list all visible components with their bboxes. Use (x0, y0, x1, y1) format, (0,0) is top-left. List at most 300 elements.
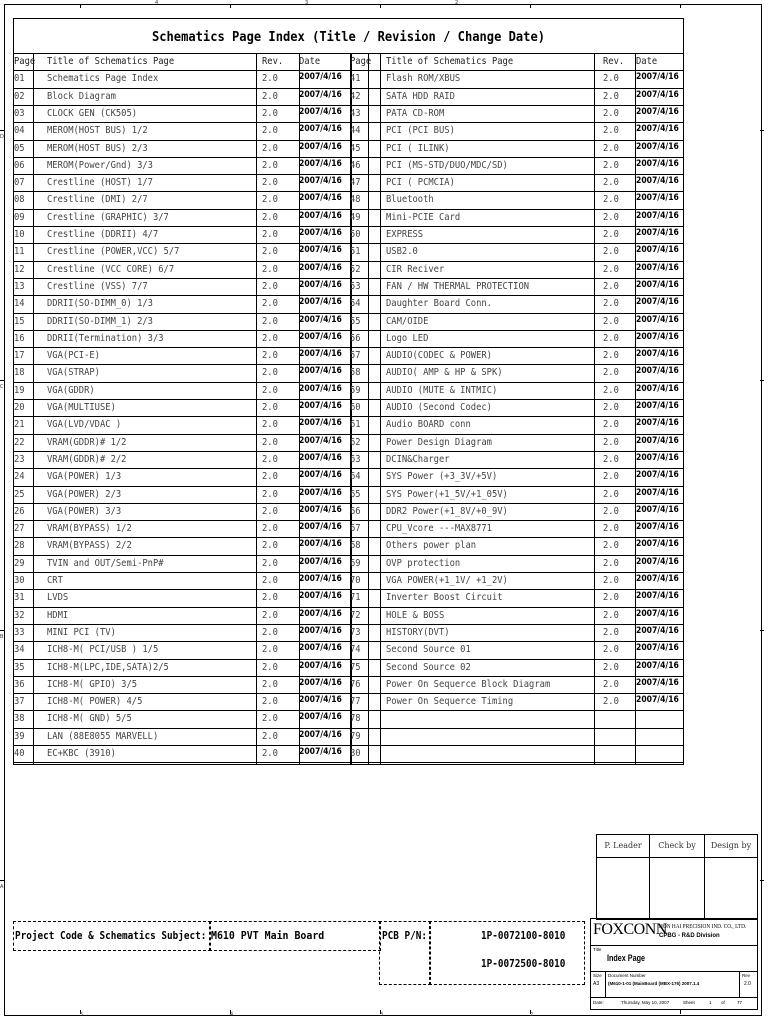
cell-page: 76 (350, 678, 361, 690)
cell-page: 14 (14, 298, 25, 310)
title-label: Title (593, 947, 602, 952)
cell-page: 56 (350, 332, 361, 344)
cell-rev: 2.0 (262, 471, 278, 483)
cell-title: DDR2 Power(+1_8V/+0_9V) (386, 505, 508, 517)
pcb-number-2: 1P-0072500-8010 (481, 957, 566, 970)
cell-date: 2007/4/16 (299, 383, 342, 394)
cell-page: 68 (350, 540, 361, 552)
cell-page: 74 (350, 644, 361, 656)
cell-date: 2007/4/16 (299, 279, 342, 290)
cell-title (386, 745, 575, 762)
cell-page: 50 (350, 229, 361, 240)
cell-title: VRAM(GDDR)# 2/2 (47, 453, 127, 465)
cell-date: 2007/4/16 (299, 660, 342, 671)
cell-page: 15 (14, 315, 25, 327)
cell-title: Logo LED (386, 332, 429, 344)
cell-page: 46 (350, 159, 361, 171)
cell-date: 2007/4/16 (299, 504, 342, 515)
cell-date: 2007/4/16 (636, 297, 679, 308)
cell-rev: 2.0 (603, 280, 619, 292)
cell-rev: 2.0 (262, 263, 278, 275)
cell-rev: 2.0 (603, 90, 619, 102)
cell-rev: 2.0 (603, 402, 619, 413)
cell-title: Schematics Page Index (47, 73, 159, 85)
cell-rev: 2.0 (603, 298, 619, 310)
cell-rev: 2.0 (603, 626, 619, 638)
cell-page: 58 (350, 367, 361, 379)
cell-date: 2007/4/16 (636, 89, 679, 100)
cell-page: 03 (14, 107, 25, 119)
cell-title: AUDIO (Second Codec) (386, 402, 492, 413)
check-label: Check by (658, 841, 696, 850)
cell-page: 65 (350, 488, 361, 500)
cell-title: DDRII(SO-DIMM_1) 2/3 (47, 315, 153, 327)
cell-title: CRT (47, 575, 63, 586)
table-row (14, 607, 683, 624)
cell-date: 2007/4/16 (636, 193, 679, 204)
cell-date: 2007/4/16 (636, 124, 679, 135)
cell-page: 55 (350, 315, 361, 327)
cell-rev: 2.0 (262, 575, 278, 586)
cell-date: 2007/4/16 (299, 141, 342, 152)
cell-date: 2007/4/16 (299, 297, 342, 308)
table-row (14, 243, 683, 260)
cell-title: VRAM(BYPASS) 2/2 (47, 540, 132, 552)
cell-page: 70 (350, 575, 361, 586)
cell-title: VGA(POWER) 1/3 (47, 471, 122, 483)
header-page: Page (14, 56, 36, 67)
cell-title: PCI (PCI BUS) (386, 125, 455, 137)
cell-rev: 2.0 (603, 505, 619, 517)
table-row (14, 261, 683, 278)
cell-title: Second Source 01 (386, 644, 471, 656)
table-row (14, 313, 683, 330)
cell-title: DCIN&Charger (386, 453, 450, 465)
cell-rev: 2.0 (603, 159, 619, 171)
cell-rev: 2.0 (603, 540, 619, 552)
table-row (14, 174, 683, 191)
cell-date: 2007/4/16 (636, 141, 679, 152)
cell-date: 2007/4/16 (636, 539, 679, 550)
cell-title: Others power plan (386, 540, 477, 552)
cell-date: 2007/4/16 (636, 677, 679, 688)
cell-date: 2007/4/16 (299, 72, 342, 83)
cell-page: 61 (350, 419, 361, 431)
cell-page: 28 (14, 540, 25, 552)
cell-title: VGA(MULTIUSE) (47, 402, 116, 413)
cell-title: Power Design Diagram (386, 436, 492, 448)
cell-rev: 2.0 (262, 540, 278, 552)
table-row (14, 745, 683, 762)
cell-date: 2007/4/16 (299, 158, 342, 169)
cell-rev: 2.0 (603, 557, 619, 569)
cell-page: 40 (14, 748, 25, 759)
cell-page: 63 (350, 453, 361, 465)
cell-date: 2007/4/16 (299, 677, 342, 688)
cell-page: 16 (14, 332, 25, 344)
header-date: Date (299, 56, 321, 67)
cell-rev: 2.0 (262, 696, 278, 708)
cell-rev: 2.0 (603, 332, 619, 344)
pcb-number-1: 1P-0072100-8010 (481, 929, 566, 942)
docnum-label: Document Number (608, 973, 646, 978)
cell-rev: 2.0 (603, 488, 619, 500)
cell-date (636, 728, 675, 745)
cell-title (386, 728, 575, 745)
cell-page: 38 (14, 713, 25, 725)
cell-rev: 2.0 (262, 436, 278, 448)
cell-date: 2007/4/16 (299, 625, 342, 636)
cell-page: 44 (350, 125, 361, 137)
table-row (14, 572, 683, 589)
cell-page: 66 (350, 505, 361, 517)
cell-title: LVDS (47, 592, 69, 604)
cell-rev: 2.0 (262, 488, 278, 500)
cell-rev: 2.0 (603, 661, 619, 673)
cell-page: 26 (14, 505, 25, 517)
cell-rev: 2.0 (603, 211, 619, 223)
cell-rev: 2.0 (262, 280, 278, 292)
cell-title: Bluetooth (386, 194, 434, 206)
border-tick-label: 4 (155, 0, 159, 6)
cell-date: 2007/4/16 (636, 158, 679, 169)
table-row (14, 624, 683, 641)
cell-rev: 2.0 (603, 592, 619, 604)
cell-title: AUDIO (MUTE & INTMIC) (386, 384, 498, 396)
cell-rev: 2.0 (603, 644, 619, 656)
cell-title: MEROM(HOST BUS) 1/2 (47, 125, 148, 137)
table-header-row (14, 53, 683, 70)
cell-date: 2007/4/16 (636, 228, 679, 238)
cell-date: 2007/4/16 (636, 643, 679, 654)
cell-date: 2007/4/16 (299, 729, 342, 740)
cell-page: 11 (14, 246, 25, 258)
cell-rev: 2.0 (262, 73, 278, 85)
cell-title: Audio BOARD conn (386, 419, 471, 431)
cell-title: Daughter Board Conn. (386, 298, 492, 310)
cell-title: Second Source 02 (386, 661, 471, 673)
cell-page: 43 (350, 107, 361, 119)
cell-date: 2007/4/16 (636, 331, 679, 342)
title-block (590, 918, 758, 1010)
cell-rev: 2.0 (262, 194, 278, 206)
cell-page: 78 (350, 713, 361, 725)
date-value: Thursday, May 10, 2007 (621, 1000, 670, 1005)
cell-date: 2007/4/16 (299, 262, 342, 273)
cell-rev: 2.0 (603, 246, 619, 258)
cell-rev: 2.0 (603, 73, 619, 85)
of-label: of (721, 1000, 725, 1005)
cell-page: 57 (350, 350, 361, 362)
cell-page: 75 (350, 661, 361, 673)
leader-label: P. Leader (604, 841, 642, 850)
table-row (14, 347, 683, 364)
border-tick-label: A (0, 884, 4, 890)
cell-date: 2007/4/16 (299, 228, 342, 238)
rev-label: Rev (742, 973, 751, 978)
cell-date: 2007/4/16 (636, 349, 679, 360)
cell-title: EXPRESS (386, 229, 424, 240)
cell-page: 41 (350, 73, 361, 85)
cell-date: 2007/4/16 (636, 487, 679, 498)
cell-title: HOLE & BOSS (386, 609, 445, 621)
table-row (14, 157, 683, 174)
header-rev: Rev. (603, 56, 625, 67)
table-row (14, 486, 683, 503)
table-row (14, 693, 683, 710)
cell-page: 39 (14, 730, 25, 742)
cell-title: EC+KBC (3910) (47, 748, 116, 759)
cell-date: 2007/4/16 (636, 401, 679, 411)
table-row (14, 88, 683, 105)
cell-date: 2007/4/16 (299, 608, 342, 619)
cell-date: 2007/4/16 (636, 695, 679, 706)
cell-date: 2007/4/16 (299, 124, 342, 135)
cell-date: 2007/4/16 (636, 660, 679, 671)
cell-date: 2007/4/16 (636, 383, 679, 394)
table-row (14, 278, 683, 295)
pcb-label: PCB P/N: (382, 929, 428, 942)
cell-page: 34 (14, 644, 25, 656)
cell-rev: 2.0 (262, 678, 278, 690)
cell-page: 12 (14, 263, 25, 275)
cell-rev: 2.0 (262, 229, 278, 240)
cell-rev: 2.0 (603, 419, 619, 431)
cell-rev: 2.0 (603, 125, 619, 137)
cell-page: 18 (14, 367, 25, 379)
cell-date: 2007/4/16 (636, 452, 679, 463)
cell-title: CIR Reciver (386, 263, 445, 275)
cell-rev: 2.0 (603, 384, 619, 396)
index-table (13, 18, 684, 765)
table-row (14, 330, 683, 347)
cell-rev: 2.0 (262, 315, 278, 327)
cell-page: 32 (14, 609, 25, 621)
cell-title: SYS Power(+1_5V/+1_05V) (386, 488, 508, 500)
cell-date: 2007/4/16 (636, 314, 679, 325)
cell-title: PCI (MS-STD/DUO/MDC/SD) (386, 159, 508, 171)
cell-rev (603, 728, 638, 745)
cell-rev: 2.0 (262, 211, 278, 223)
cell-date: 2007/4/16 (636, 418, 679, 429)
cell-rev: 2.0 (603, 523, 619, 535)
cell-title: HDMI (47, 609, 69, 621)
cell-rev: 2.0 (262, 177, 278, 189)
cell-rev: 2.0 (262, 419, 278, 431)
cell-date: 2007/4/16 (299, 210, 342, 221)
cell-title: HISTORY(DVT) (386, 626, 450, 638)
cell-title: TVIN and OUT/Semi-PnP# (47, 557, 164, 569)
cell-rev: 2.0 (262, 592, 278, 604)
cell-title: VGA POWER(+1_1V/ +1_2V) (386, 575, 508, 586)
signoff-box (596, 834, 758, 920)
table-row (14, 537, 683, 554)
cell-date: 2007/4/16 (299, 591, 342, 602)
table-row (14, 226, 683, 243)
cell-page: 09 (14, 211, 25, 223)
cell-title: Crestline (GRAPHIC) 3/7 (47, 211, 169, 223)
cell-page: 67 (350, 523, 361, 535)
cell-title: Mini-PCIE Card (386, 211, 461, 223)
docnum-value: (M610-1-01 (MainBoard (MBX-176) 2007.1.4 (608, 981, 700, 986)
cell-rev: 2.0 (603, 453, 619, 465)
project-subject: M610 PVT Main Board (211, 929, 325, 942)
cell-title: Flash ROM/XBUS (386, 73, 461, 85)
cell-page: 31 (14, 592, 25, 604)
cell-date: 2007/4/16 (299, 487, 342, 498)
date-label: Date: (593, 1000, 604, 1005)
cell-title: Crestline (VCC CORE) 6/7 (47, 263, 175, 275)
cell-date: 2007/4/16 (299, 574, 342, 584)
table-row (14, 105, 683, 122)
cell-date: 2007/4/16 (299, 193, 342, 204)
cell-page: 01 (14, 73, 25, 85)
cell-page: 71 (350, 592, 361, 604)
project-box (13, 921, 583, 987)
cell-date: 2007/4/16 (299, 470, 342, 481)
table-row (14, 399, 683, 416)
cell-date: 2007/4/16 (299, 556, 342, 567)
cell-page: 80 (350, 748, 361, 759)
cell-title: VGA(PCI-E) (47, 350, 100, 362)
table-row (14, 728, 683, 745)
border-tick-label: C (0, 384, 4, 390)
cell-page: 48 (350, 194, 361, 206)
cell-rev: 2.0 (262, 748, 278, 759)
company-name: HON HAI PRECISION IND. CO., LTD. (659, 923, 747, 930)
cell-page: 77 (350, 696, 361, 708)
cell-date: 2007/4/16 (299, 418, 342, 429)
cell-page: 24 (14, 471, 25, 483)
design-label: Design by (710, 841, 752, 850)
cell-title: VRAM(GDDR)# 1/2 (47, 436, 127, 448)
cell-rev: 2.0 (603, 194, 619, 206)
cell-date: 2007/4/16 (636, 366, 679, 377)
cell-rev: 2.0 (262, 142, 278, 154)
cell-rev (603, 710, 638, 727)
cell-date: 2007/4/16 (636, 210, 679, 221)
cell-title: DDRII(SO-DIMM_0) 1/3 (47, 298, 153, 310)
cell-rev: 2.0 (603, 436, 619, 448)
cell-title: SATA HDD RAID (386, 90, 455, 102)
sheet-title: Index Page (607, 953, 646, 963)
cell-title: LAN (88E8055 MARVELL) (47, 730, 159, 742)
cell-title: FAN / HW THERMAL PROTECTION (386, 280, 530, 292)
cell-rev: 2.0 (262, 505, 278, 517)
cell-date: 2007/4/16 (636, 504, 679, 515)
cell-date: 2007/4/16 (636, 591, 679, 602)
project-label: Project Code & Schematics Subject: (15, 929, 207, 942)
cell-title: Power On Sequerce Timing (386, 696, 514, 708)
cell-title: OVP protection (386, 557, 461, 569)
cell-date: 2007/4/16 (636, 625, 679, 636)
cell-page: 52 (350, 263, 361, 275)
cell-date: 2007/4/16 (636, 522, 679, 533)
cell-rev: 2.0 (262, 159, 278, 171)
cell-date: 2007/4/16 (636, 574, 679, 584)
cell-page: 21 (14, 419, 25, 431)
border-tick-label: 4 (230, 1012, 234, 1018)
table-row (14, 382, 683, 399)
cell-page: 04 (14, 125, 25, 137)
cell-date (636, 710, 675, 727)
cell-page: 06 (14, 159, 25, 171)
cell-title: VGA(LVD/VDAC ) (47, 419, 122, 431)
cell-page: 33 (14, 626, 25, 638)
cell-page: 35 (14, 661, 25, 673)
table-row (14, 140, 683, 157)
cell-rev: 2.0 (262, 661, 278, 673)
table-row (14, 191, 683, 208)
cell-date: 2007/4/16 (636, 176, 679, 187)
cell-title: Crestline (POWER,VCC) 5/7 (47, 246, 180, 258)
cell-date: 2007/4/16 (636, 435, 679, 446)
cell-page: 29 (14, 557, 25, 569)
header-date: Date (636, 56, 658, 67)
cell-rev: 2.0 (262, 453, 278, 465)
cell-rev: 2.0 (603, 350, 619, 362)
cell-page: 49 (350, 211, 361, 223)
cell-title: CAM/OIDE (386, 315, 429, 327)
cell-title: DDRII(Termination) 3/3 (47, 332, 164, 344)
cell-rev: 2.0 (603, 142, 619, 154)
border-tick-label: D (0, 134, 4, 140)
cell-date: 2007/4/16 (636, 279, 679, 290)
cell-date: 2007/4/16 (636, 72, 679, 83)
table-row (14, 70, 683, 87)
cell-page: 37 (14, 696, 25, 708)
foxconn-logo: FOXCONN (593, 921, 667, 938)
cell-title (386, 710, 575, 727)
table-row (14, 434, 683, 451)
cell-rev: 2.0 (262, 609, 278, 621)
table-row (14, 364, 683, 381)
cell-title: MEROM(HOST BUS) 2/3 (47, 142, 148, 154)
cell-date: 2007/4/16 (299, 643, 342, 654)
cell-rev: 2.0 (262, 402, 278, 413)
table-row (14, 209, 683, 226)
cell-page: 27 (14, 523, 25, 535)
border-tick-label: 3 (305, 0, 309, 6)
cell-page: 36 (14, 678, 25, 690)
cell-rev: 2.0 (603, 315, 619, 327)
cell-date: 2007/4/16 (299, 331, 342, 342)
division-name: CPBG - R&D Division (659, 933, 720, 939)
cell-date: 2007/4/16 (636, 608, 679, 619)
cell-page: 05 (14, 142, 25, 154)
cell-title: AUDIO( AMP & HP & SPK) (386, 367, 503, 379)
cell-page: 79 (350, 730, 361, 742)
cell-page: 64 (350, 471, 361, 483)
cell-date: 2007/4/16 (299, 695, 342, 706)
header-title: Title of Schematics Page (47, 56, 175, 67)
cell-rev: 2.0 (603, 263, 619, 275)
cell-page: 23 (14, 453, 25, 465)
cell-title: ICH8-M( GPIO) 3/5 (47, 678, 138, 690)
cell-rev: 2.0 (262, 367, 278, 379)
cell-title: SYS Power (+3_3V/+5V) (386, 471, 498, 483)
cell-title: PCI ( ILINK) (386, 142, 450, 154)
cell-title: Crestline (VSS) 7/7 (47, 280, 148, 292)
cell-title: Inverter Boost Circuit (386, 592, 503, 604)
cell-rev: 2.0 (262, 107, 278, 119)
cell-title: PCI ( PCMCIA) (386, 177, 455, 189)
border-tick-label: 2 (530, 1012, 534, 1018)
cell-date: 2007/4/16 (636, 106, 679, 117)
table-row (14, 710, 683, 727)
table-row (14, 468, 683, 485)
cell-rev: 2.0 (262, 557, 278, 569)
